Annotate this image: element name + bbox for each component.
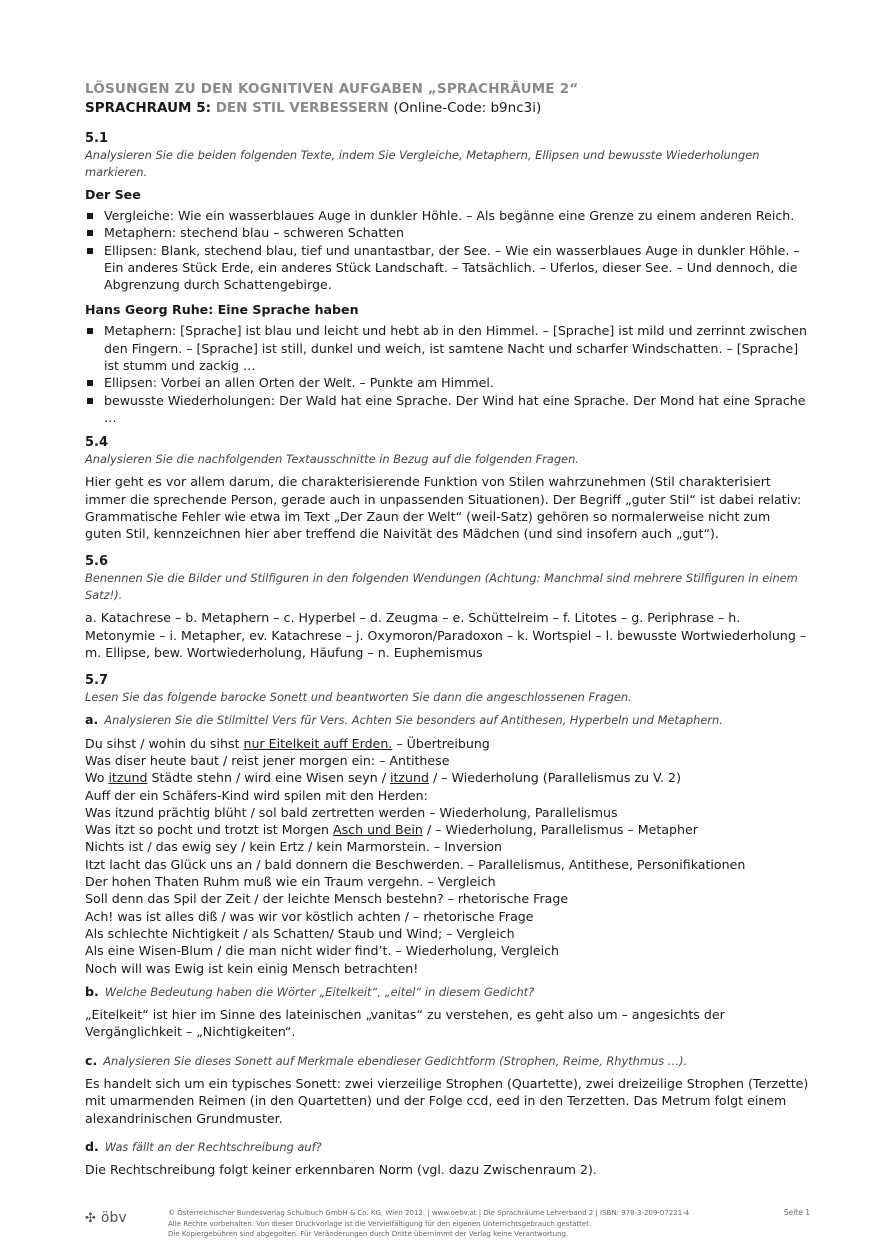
poem-line: Was diser heute baut / reist jener morgen ein: – Antithese [85,752,450,768]
page-number: Seite 1 [783,1208,810,1217]
list-item: Metaphern: stechend blau – schweren Schatten [85,224,810,241]
see-list [85,207,810,293]
poem-line: Der hohen Thaten Ruhm muß wie ein Traum vergehn. – Vergleich [85,874,496,890]
question-c: c. Analysieren Sie dieses Sonett auf Merkmale ebendieser Gedichtform (Strophen, Reime, Rhythmus …). [85,1052,688,1068]
poem-line: Was itzund prächtig blüht / sol bald zertretten werden – Wiederholung, Parallelismus [85,804,618,820]
section-5-6 [85,553,810,661]
answer-text: Hier geht es vor allem darum, die charakterisierende Funktion von Stilen wahrzunehmen (Stil charakterisiert immer die sprechende Person, gerade auch in unpassenden Situationen). Der Begriff „guter Stil“ ist dabei relativ: Grammatische Fehler wie etwa im Text „Der Zaun der Welt“ (weil-Satz) gehören so normalerweise nicht zum guten Stil, kennzeichnen hier aber treffend die Naivität des Mädchen (und sind insofern auch „gut“). [85,474,802,542]
list-item: Ellipsen: Blank, stechend blau, tief und unantastbar, der See. – Wie ein wasserblaues Auge in dunkler Höhle. – Ein anderes Stück Erde, ein anderes Stück Landschaft. – Tatsächlich. – Uferlos, dieser See. – Und dennoch, die Abgrenzung durch Schattengebirge. [85,242,810,294]
publisher-logo-icon: ✣ [85,1210,96,1226]
poem-line: Was itzt so pocht und trotzt ist Morgen Asch und Bein / – Wiederholung, Parallelismus – Metapher [85,822,698,838]
list-item: Metaphern: [Sprache] ist blau und leicht und hebt ab in den Himmel. – [Sprache] ist mild und zerrinnt zwischen den Fingern. – [Sprache] ist still, dunkel und weich, ist samtene Nacht und scharfer Windschatten. – [Sprache] ist stumm und zackig … [85,322,810,374]
section-5-1 [85,130,810,426]
subheading-ruhe: Hans Georg Ruhe: Eine Sprache haben [85,302,359,318]
section-number: 5.6 [85,554,109,570]
task-text: Analysieren Sie die beiden folgenden Texte, indem Sie Vergleiche, Metaphern, Ellipsen und bewusste Wiederholungen markieren. [85,148,760,179]
poem-line: Wo itzund Städte stehn / wird eine Wisen seyn / itzund / – Wiederholung (Parallelismus zu V. 2) [85,770,681,786]
section-5-7 [85,672,810,1178]
poem-line: Noch will was Ewig ist kein einig Mensch betrachten! [85,960,419,976]
section-number: 5.4 [85,435,109,451]
answer-d: Die Rechtschreibung folgt keiner erkennbaren Norm (vgl. dazu Zwischenraum 2). [85,1162,597,1178]
poem-line: Du sihst / wohin du sihst nur Eitelkeit auff Erden. – Übertreibung [85,735,490,751]
question-d: d. Was fällt an der Rechtschreibung auf? [85,1138,322,1154]
section-number: 5.1 [85,131,109,146]
online-code: (Online-Code: b9nc3i) [393,100,542,116]
document-page [85,80,810,1189]
poem-line: Soll denn das Spil der Zeit / der leichte Mensch bestehn? – rhetorische Frage [85,891,569,907]
copyright-text: © Österreichischer Bundesverlag Schulbuch GmbH & Co. KG, Wien 2012. | www.oebv.at | Die Sprachräume Lehrerband 2 | ISBN: 978-3-209-07221-4 Alle Rechte vorbehalten. Von dieser Druckvorlage ist die Vervielfältigung für den eigenen Unterrichtsgebrauch gestattet. Die Kopiergebühren sind abgegolten. Für Veränderungen durch Dritte übernimmt der Verlag keine Verantwortung. [168,1209,690,1238]
question-b: b. Welche Bedeutung haben die Wörter „Eitelkeit“, „eitel“ in diesem Gedicht? [85,983,535,999]
section-5-4 [85,434,810,542]
page-footer [85,1206,810,1246]
section-number: 5.7 [85,673,109,689]
answer-b: „Eitelkeit“ ist hier im Sinne des lateinischen „vanitas“ zu verstehen, es geht also um – angesichts der Vergänglichkeit – „Nichtigkeiten“. [85,1007,725,1040]
publisher-logo: ✣ öbv [85,1210,127,1226]
poem-line: Auff der ein Schäfers-Kind wird spilen mit den Herden: [85,787,428,803]
task-text: Analysieren Sie die nachfolgenden Textausschnitte in Bezug auf die folgenden Fragen. [85,452,579,467]
subheading-der-see: Der See [85,187,141,202]
question-a: a. Analysieren Sie die Stilmittel Vers für Vers. Achten Sie besonders auf Antithesen, Hyperbeln und Metaphern. [85,712,723,728]
poem-line: Itzt lacht das Glück uns an / bald donnern die Beschwerden. – Parallelismus, Antithese, Personifikationen [85,856,746,872]
answer-text: a. Katachrese – b. Metaphern – c. Hyperbel – d. Zeugma – e. Schüttelreim – f. Litotes – g. Periphrase – h. Metonymie – i. Metapher, ev. Katachrese – j. Oxymoron/Paradoxon – k. Wortspiel – l. bewusste Wortwiederholung – m. Ellipse, bew. Wortwiederholung, Häufung – n. Euphemismus [85,610,807,661]
poem-line: Nichts ist / das ewig sey / kein Ertz / kein Marmorstein. – Inversion [85,839,503,855]
task-text: Lesen Sie das folgende barocke Sonett und beantworten Sie dann die angeschlossenen Fragen. [85,690,632,705]
document-title: LÖSUNGEN ZU DEN KOGNITIVEN AUFGABEN „SPRACHRÄUME 2“ [85,81,579,97]
task-text: Benennen Sie die Bilder und Stilfiguren in den folgenden Wendungen (Achtung: Manchmal sind mehrere Stilfiguren in einem Satz!). [85,571,798,603]
poem-line: Als eine Wisen-Blum / die man nicht wider find’t. – Wiederholung, Vergleich [85,943,560,959]
list-item: Ellipsen: Vorbei an allen Orten der Welt. – Punkte am Himmel. [85,374,810,391]
poem-line: Ach! was ist alles diß / was wir vor köstlich achten / – rhetorische Frage [85,908,534,924]
ruhe-list [85,322,810,426]
list-item: bewusste Wiederholungen: Der Wald hat eine Sprache. Der Wind hat eine Sprache. Der Mond hat eine Sprache … [85,392,810,427]
poem-line: Als schlechte Nichtigkeit / als Schatten/ Staub und Wind; – Vergleich [85,925,515,941]
answer-c: Es handelt sich um ein typisches Sonett: zwei vierzeilige Strophen (Quartette), zwei dreizeilige Strophen (Terzette) mit umarmenden Reimen (in den Quartetten) und der Folge ccd, eed in den Terzetten. Das Metrum folgt einem alexandrinischen Grundmuster. [85,1075,809,1126]
list-item: Vergleiche: Wie ein wasserblaues Auge in dunkler Höhle. – Als begänne eine Grenze zu einem anderen Reich. [85,207,810,224]
document-subtitle: SPRACHRAUM 5: DEN STIL VERBESSERN (Online-Code: b9nc3i) [85,100,542,116]
sonnet-analysis [85,735,810,977]
